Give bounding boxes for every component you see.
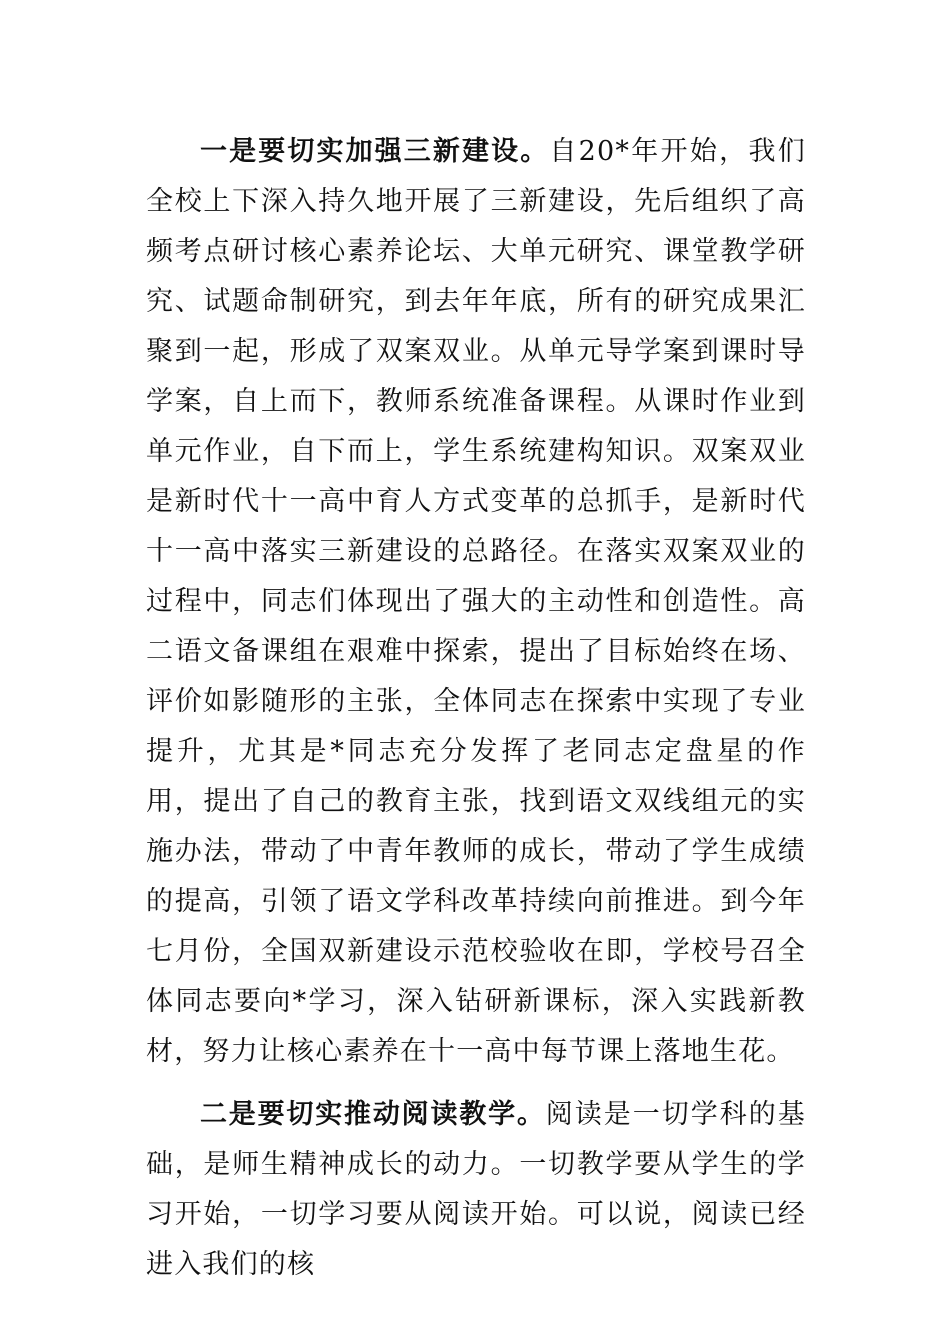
- paragraph-lead: 一是要切实加强三新建设。: [200, 136, 550, 167]
- paragraph-lead: 二是要切实推动阅读教学。: [200, 1099, 546, 1130]
- paragraph-body: 自20*年开始，我们全校上下深入持久地开展了三新建设，先后组织了高频考点研讨核心素养论坛、大单元研究、课堂教学研究、试题命制研究，到去年年底，所有的研究成果汇聚到一起，形成了双案双业。从单元导学案到课时导学案，自上而下，教师系统准备课程。从课时作业到单元作业，自下而上，学生系统建构知识。双案双业是新时代十一高中育人方式变革的总抓手，是新时代十一高中落实三新建设的总路径。在落实双案双业的过程中，同志们体现出了强大的主动性和创造性。高二语文备课组在艰难中探索，提出了目标始终在场、评价如影随形的主张，全体同志在探索中实现了专业提升，尤其是*同志充分发挥了老同志定盘星的作用，提出了自己的教育主张，找到语文双线组元的实施办法，带动了中青年教师的成长，带动了学生成绩的提高，引领了语文学科改革持续向前推进。到今年七月份，全国双新建设示范校验收在即，学校号召全体同志要向*学习，深入钻研新课标，深入实践新教材，努力让核心素养在十一高中每节课上落地生花。: [146, 136, 807, 1067]
- document-page: [146, 127, 806, 1303]
- paragraph-reading-teaching: [146, 1090, 806, 1290]
- paragraph-body: 阅读是一切学科的基础，是师生精神成长的动力。一切教学要从学生的学习开始，一切学习要从阅读开始。可以说，阅读已经进入我们的核: [146, 1099, 806, 1280]
- paragraph-three-new-construction: [146, 127, 806, 1077]
